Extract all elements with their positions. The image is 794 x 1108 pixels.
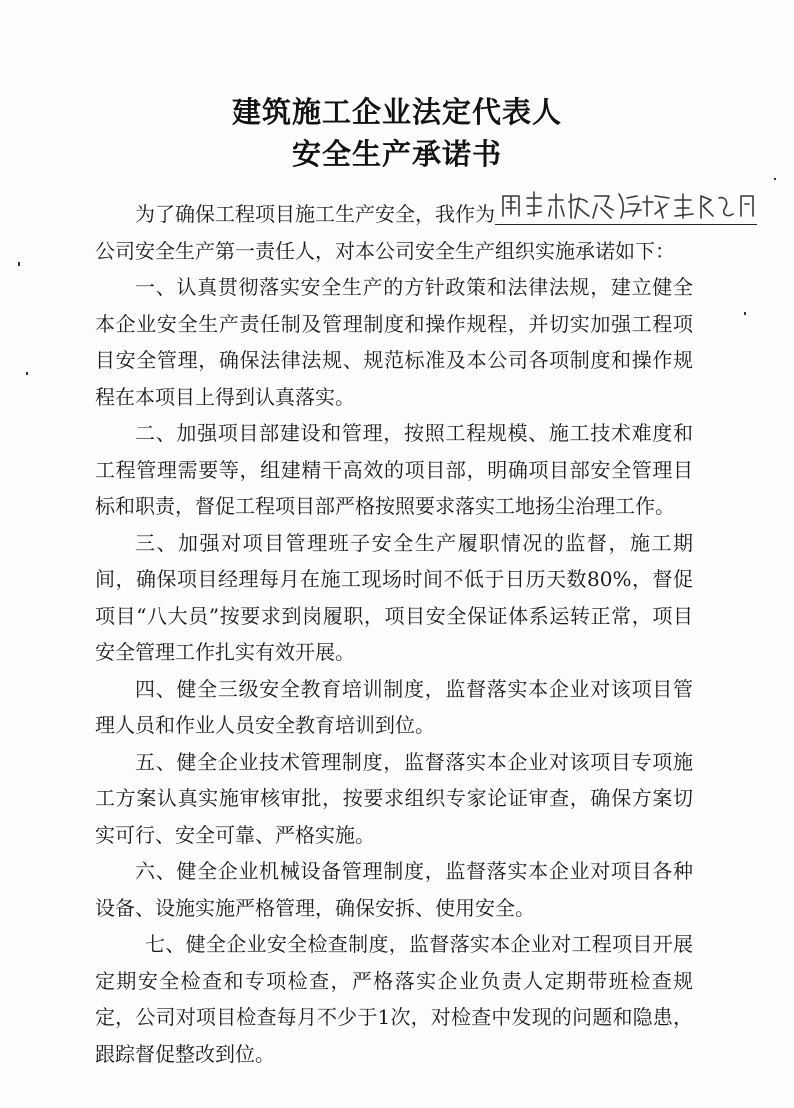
scan-speck [18,262,20,266]
commitment-item-2: 二、加强项目部建设和管理，按照工程规模、施工技术难度和工程管理需要等，组建精干高效的项目部，明确项目部安全管理目标和职责，督促工程项目部严格按照要求落实工地扬尘治理工作。 [95,421,693,518]
scan-speck [744,312,746,315]
commitment-item-6: 六、健全企业机械设备管理制度，监督落实本企业对项目各种设备、设施实施严格管理，确保安拆、使用安全。 [95,859,693,920]
document-body [95,196,693,1072]
commitment-item-3: 三、加强对项目管理班子安全生产履职情况的监督，施工期间，确保项目经理每月在施工现场时间不低于日历天数80%，督促项目“八大员”按要求到岗履职，项目安全保证体系运转正常，项目安全管理工作扎实有效开展。 [95,530,693,664]
intro-text: 为了确保工程项目施工生产安全，我作为 [135,202,495,226]
document-title-line1: 建筑施工企业法定代表人 [231,95,562,129]
intro-text-continued: 公司安全生产第一责任人，对本公司安全生产组织实施承诺如下： [95,238,675,263]
scan-speck [26,372,28,375]
scan-speck [774,178,776,180]
intro-paragraph [95,196,693,269]
commitment-item-5: 五、健全企业技术管理制度，监督落实本企业对该项目专项施工方案认真实施审核审批，按要求组织专家论证审查，确保方案切实可行、安全可靠、严格实施。 [95,749,693,847]
commitment-item-1: 一、认真贯彻落实安全生产的方针政策和法律法规，建立健全本企业安全生产责任制及管理制度和操作规程，并切实加强工程项目安全管理，确保法律法规、规范标准及本公司各项制度和操作规程在本项目上得到认真落实。 [95,275,693,409]
company-name-blank [495,198,757,225]
commitment-item-4: 四、健全三级安全教育培训制度，监督落实本企业对该项目管理人员和作业人员安全教育培训到位。 [95,676,693,737]
document-title-line2: 安全生产承诺书 [291,137,502,171]
commitment-item-7: 七、健全企业安全检查制度，监督落实本企业对工程项目开展定期安全检查和专项检查，严格落实企业负责人定期带班检查规定，公司对项目检查每月不少于1次，对检查中发现的问题和隐患，跟踪督促整改到位。 [95,932,693,1066]
handwritten-company-name [497,188,761,222]
